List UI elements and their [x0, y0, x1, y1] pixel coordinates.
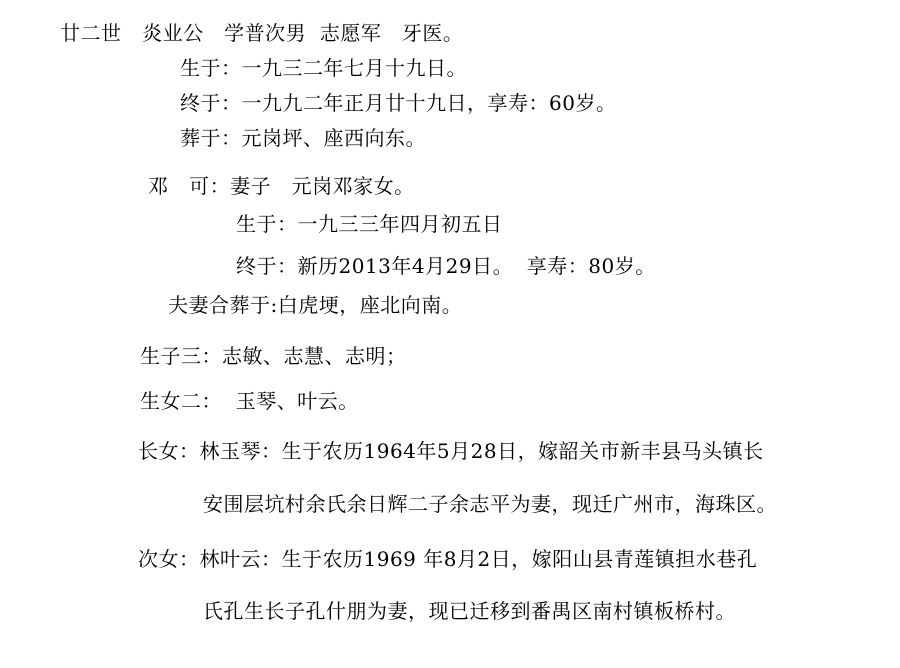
burial-line: 葬于：元岗坪、座西向东。	[180, 126, 426, 150]
wife-death-line: 终于：新历2013年4月29日。 享寿：80岁。	[236, 254, 656, 278]
sons-line: 生子三：志敏、志慧、志明；	[140, 344, 407, 368]
death-line: 终于：一九九二年正月廿十九日，享寿：60岁。	[180, 91, 617, 115]
wife-birth-line: 生于：一九三三年四月初五日	[236, 212, 503, 236]
generation-header-line: 廿二世 炎业公 学普次男 志愿军 牙医。	[60, 21, 464, 45]
wife-line: 邓 可：妻子 元岗邓家女。	[148, 174, 415, 198]
daughters-line: 生女二： 玉琴、叶云。	[140, 389, 359, 413]
birth-line: 生于：一九三二年七月十九日。	[180, 56, 467, 80]
second-daughter-continuation: 氏孔生长子孔什朋为妻，现已迁移到番禺区南村镇板桥村。	[203, 599, 736, 623]
eldest-daughter-line: 长女：林玉琴：生于农历1964年5月28日，嫁韶关市新丰县马头镇长	[138, 439, 764, 463]
eldest-daughter-continuation: 安围层坑村余氏余日辉二子余志平为妻，现迁广州市，海珠区。	[203, 492, 777, 516]
second-daughter-line: 次女：林叶云：生于农历1969 年8月2日，嫁阳山县青莲镇担水巷孔	[138, 547, 758, 571]
joint-burial-line: 夫妻合葬于:白虎埂，座北向南。	[168, 293, 463, 317]
